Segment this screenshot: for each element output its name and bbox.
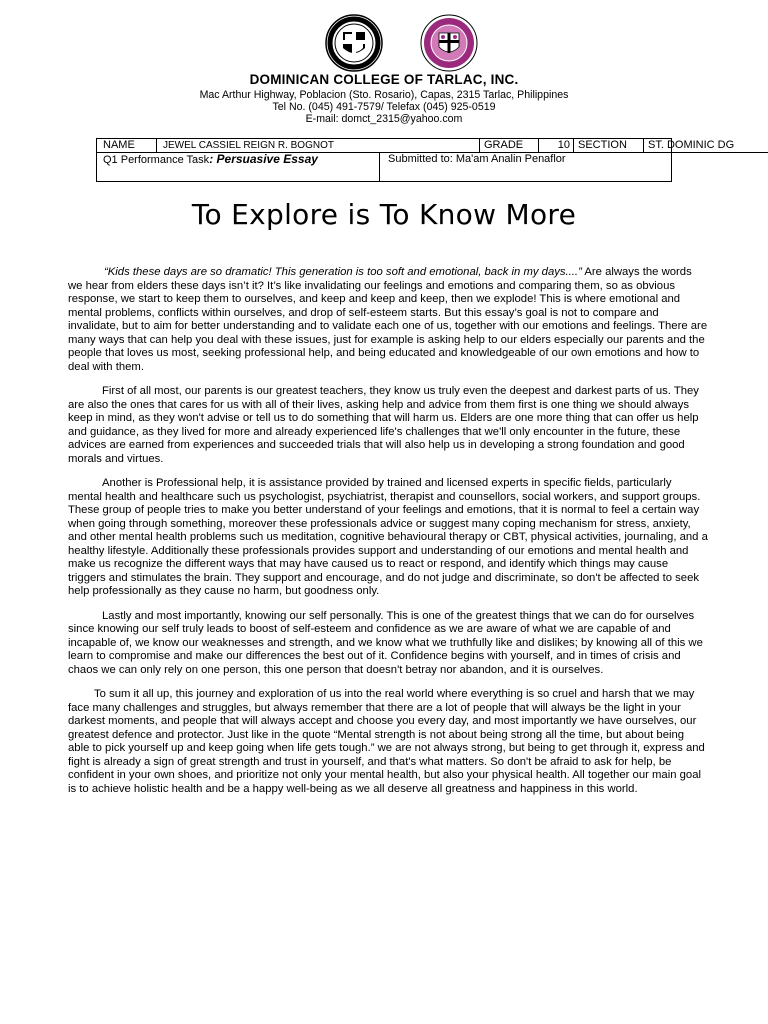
essay-paragraph: Another is Professional help, it is assistance provided by trained and licensed experts in specific fields, particularly mental health and healthcare such us psychologist, psychiatrist, therapist and counsellors, social workers, and support groups. These group of people tries to make you better understand of your feelings and emotions, that it is normal to feel a certain way when going through something, moreover these professionals advice or suggest many coping mechanism for stress, anxiety, and other mental health problems such us meditation, cognitive behavioural therapy or CBT, physical activities, journaling, and a healthy lifestyle. Additionally these professionals provides support and understanding of our emotions and mental health and make us recognize the different ways that may have caused us to react or respond, and identify which things may cause triggers and stimulates the brain. They support and encourage, and do not judge and discriminate, so don't be affected to seek help professionally as they cause no harm, but goodness only. xyxy=(68,477,708,597)
essay-body xyxy=(68,266,708,807)
section-value: ST. DOMINIC DG xyxy=(644,139,768,153)
section-label: SECTION xyxy=(574,139,644,153)
header-logos xyxy=(0,14,768,74)
essay-paragraph xyxy=(68,266,708,374)
task-description xyxy=(97,153,380,181)
school-phone: Tel No. (045) 491-7579/ Telefax (045) 925-0519 xyxy=(272,101,496,113)
task-type: : Persuasive Essay xyxy=(209,153,318,166)
school-seal-logo xyxy=(325,14,383,72)
school-name: DOMINICAN COLLEGE OF TARLAC, INC. xyxy=(249,72,519,87)
name-value: JEWEL CASSIEL REIGN R. BOGNOT xyxy=(157,139,480,153)
school-seal-logo-colored xyxy=(420,14,478,72)
school-email: E-mail: domct_2315@yahoo.com xyxy=(305,113,463,125)
essay-paragraph: Lastly and most importantly, knowing our self personally. This is one of the greatest things that we can do for ourselves since knowing our self truly leads to boost of self-esteem and confidence as we are aware of what we are capable of and incapable of, we know our weaknesses and strength, and we know what we truthfully like and dislikes; by knowing all of this we learn to compromise and make our differences the best out of it. Confidence begins with yourself, and in times of crisis and chaos we can only rely on one person, this one person that doesn't betray nor abandon, and it is ourselves. xyxy=(68,609,703,676)
essay-title: To Explore is To Know More xyxy=(191,198,577,231)
name-label: NAME xyxy=(97,139,157,153)
task-prefix: Q1 Performance Task xyxy=(103,154,210,166)
grade-value: 10 xyxy=(539,139,574,153)
paragraph-text: Are always the words we hear from elders these days isn’t it? It’s like invalidating our feelings and emotions and comparing them, so as obvious response, we start to keep them to ourselves, and keep and keep and keep, then we explode! This is where emotional and mental problems, conflicts within ourselves, and drop of self-esteem starts. But this essay’s goal is not to compare and invalidate, but to aim for better understanding and to validate each one of us, together with our emotions and feelings. There are many ways that can help you deal with these issues, just for example is asking help to our elders especially our parents and the people that loves us most, seeking professional help, and being educated and knowledgeable of our own emotions and how to deal with them. xyxy=(68,266,708,373)
essay-paragraph: First of all most, our parents is our greatest teachers, they know us truly even the deepest and darkest parts of us. They are also the ones that cares for us with all of their lives, asking help and advice from them first is one thing we should always keep in mind, as they won't advise or tell us to do something that will harm us. Elders are one more thing that can offer us help and guidance, as they lived for more and already experienced life's challenges that we'll only encounter in the future, these advices are earned from experiences and succeeded trials that will also help us in developing a strong foundation and good morals and virtues. xyxy=(68,385,699,465)
submitted-to: Submitted to: Ma'am Analin Penaflor xyxy=(388,153,566,165)
opening-quote: “Kids these days are so dramatic! This generation is too soft and emotional, back in my days....” xyxy=(104,266,582,278)
student-info-table xyxy=(96,138,735,182)
essay-paragraph: To sum it all up, this journey and exploration of us into the real world where everything is so cruel and harsh that we may face many challenges and struggles, but always remember that there are a lot of people that will always be the light in your darkest moments, and people that will always accept and choose you every day, and most importantly we have ourselves, our greatest defence and protector. Just like in the quote “Mental strength is not about being strong all the time, but about being able to pick yourself up and keep going when life gets tough.” we are not always strong, but being to get through it, express and fight is already a sign of great strength and trust in yourself, and that's what matters. So don't be afraid to ask for help, be confident in your own shoes, and prioritize not only your mental health, but also your physical health. All together our main goal is to achieve holistic health and be a happy well-being as we all deserve all greatness and happiness in this world. xyxy=(68,688,705,795)
grade-label: GRADE xyxy=(480,139,539,153)
school-address: Mac Arthur Highway, Poblacion (Sto. Rosario), Capas, 2315 Tarlac, Philippines xyxy=(199,89,569,101)
